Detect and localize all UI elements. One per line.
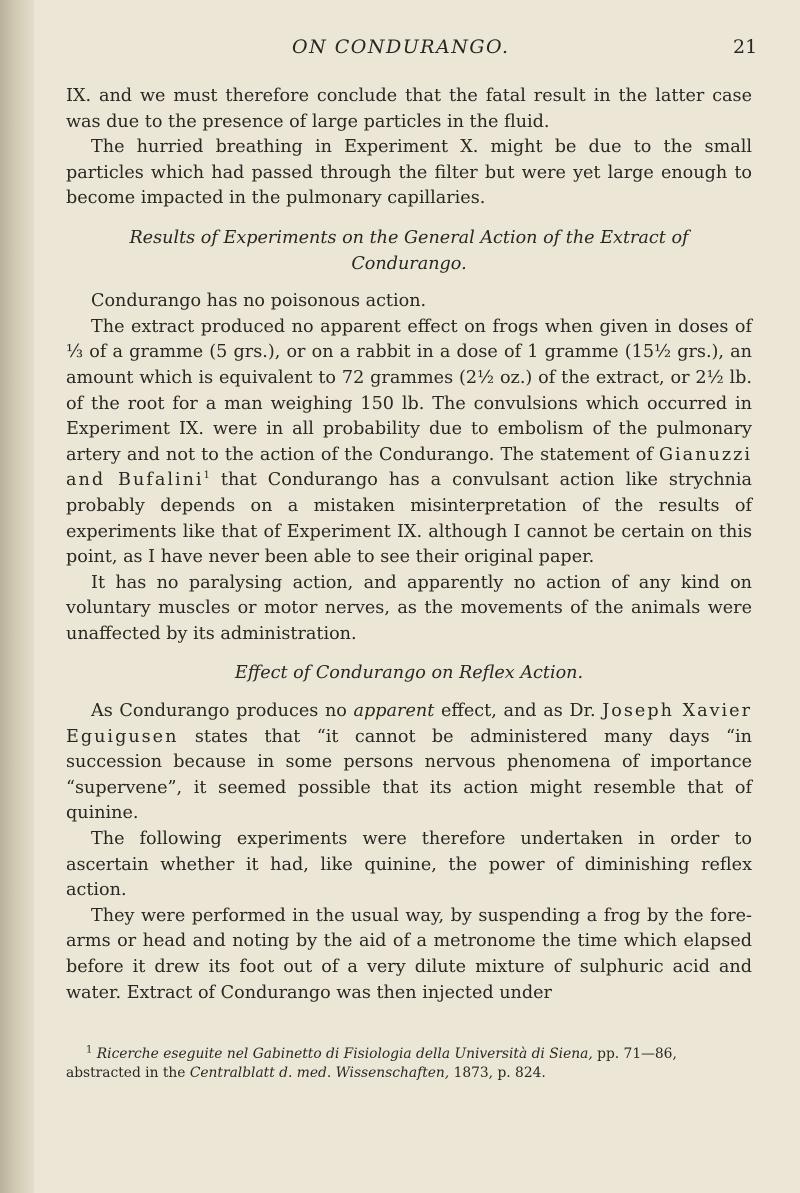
- paragraph: [66, 315, 752, 571]
- footnote-reference: 1: [203, 470, 210, 482]
- text-run: states that “it cannot be administered many days “in succession because in some persons nervous phenomena of importance “supervene”, it seemed possible that its action might resemble that of quinine.: [66, 726, 752, 824]
- section-heading-line: Results of Experiments on the General Action of the Extract of: [129, 227, 689, 248]
- footnote-journal: Centralblatt d. med. Wissenschaften,: [189, 1065, 450, 1081]
- running-title: ON CONDURANGO.: [292, 36, 510, 58]
- paragraph: They were performed in the usual way, by suspending a frog by the fore-arms or head and noting by the aid of a metronome the time which elapsed before it drew its foot out of a very dilute mixture of sulphuric acid and water. Extract of Condurango was then injected under: [66, 905, 752, 1003]
- paragraph: The hurried breathing in Experiment X. might be due to the small particles which had passed through the filter but were yet large enough to become impacted in the pulmonary capillaries.: [66, 137, 752, 209]
- page-gutter-shadow: [0, 0, 34, 1193]
- footnote-marker: 1: [86, 1044, 93, 1056]
- author-name: Joseph Xavier Eguigusen: [66, 701, 752, 747]
- page-header: [0, 36, 800, 66]
- page-number: 21: [733, 36, 758, 58]
- footnote-title: Ricerche eseguite nel Gabinetto di Fisiologia della Università di Siena,: [96, 1046, 593, 1062]
- footnote: [66, 1045, 752, 1083]
- section-heading-reflex: Effect of Condurango on Reflex Action.: [234, 663, 584, 684]
- emphasis: apparent: [353, 701, 435, 722]
- text-run: that Condurango has a convulsant action like strychnia probably depends on a mistaken misinterpretation of the results of experiments like that of Experiment IX. although I cannot be certain on this point, as I have never been able to see their original paper.: [66, 470, 752, 568]
- section-heading-results: [66, 226, 752, 277]
- text-run: As Condurango produces no: [91, 701, 354, 722]
- author-names: Gianuzzi and Bufalini: [66, 444, 752, 491]
- footnote-text: pp. 71—86, abstracted in the: [66, 1046, 677, 1081]
- paragraph: Condurango has no poisonous action.: [91, 291, 427, 312]
- section-heading-line: Condurango.: [351, 253, 467, 274]
- text-run: The extract produced no apparent effect on frogs when given in doses of ⅓ of a gramme (5 grs.), or on a rabbit in a dose of 1 gramme (15½ grs.), an amount which is equivalent to 72 grammes (2½ oz.) of the extract, or 2½ lb. of the root for a man weighing 150 lb. The convulsions which occurred in Experiment IX. were in all probability due to embolism of the pulmonary artery and not to the action of the Condurango. The statement of: [66, 316, 752, 465]
- page-body: [66, 84, 752, 1006]
- paragraph: The following experiments were therefore undertaken in order to ascertain whether it had, like quinine, the power of diminishing reflex action.: [66, 829, 752, 901]
- paragraph: [66, 699, 752, 827]
- paragraph: It has no paralysing action, and apparently no action of any kind on voluntary muscles or motor nerves, as the movements of the animals were unaffected by its administration.: [66, 572, 752, 644]
- footnote-text: 1873, p. 824.: [449, 1065, 546, 1081]
- paragraph: IX. and we must therefore conclude that the fatal result in the latter case was due to the presence of large particles in the fluid.: [66, 86, 752, 132]
- text-run: effect, and as Dr.: [434, 701, 603, 722]
